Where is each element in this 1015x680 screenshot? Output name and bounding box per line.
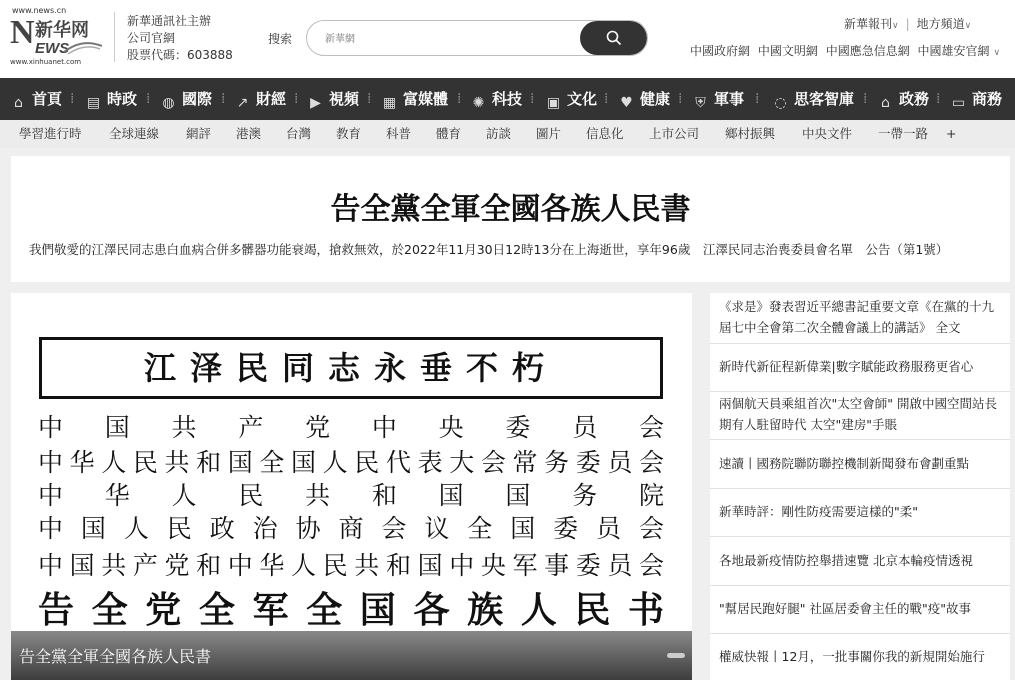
shield-icon: ⛨ <box>695 95 706 111</box>
list-item[interactable] <box>710 343 1010 392</box>
link-gov[interactable]: 中國政府網 <box>690 44 751 58</box>
carousel-indicator[interactable] <box>667 653 685 658</box>
logo-chinese-name: 新华网 <box>35 20 89 41</box>
header-divider <box>114 12 115 62</box>
logo-url-top: www.news.cn <box>12 6 67 15</box>
org-stock-code: 股票代碼：603888 <box>127 48 233 62</box>
image-org-line: 中华人民共和国全国人民代表大会常务委员会 <box>38 448 664 477</box>
nav-divider: ⁞ <box>936 91 941 107</box>
search-box <box>306 20 648 56</box>
image-caption-bar <box>11 631 692 680</box>
logo-letters-ews: EWS <box>35 40 70 57</box>
nav-label: 政務 <box>899 90 930 108</box>
featured-image[interactable] <box>11 293 692 680</box>
nav-divider: ⁞ <box>294 91 299 107</box>
list-item[interactable] <box>710 585 1010 634</box>
subnav-item[interactable]: 鄉村振興 <box>725 126 776 141</box>
nav-item-business[interactable] <box>950 78 1002 120</box>
globe-icon: ◍ <box>162 95 175 111</box>
nav-divider: ⁞ <box>678 91 683 107</box>
list-item-text: 權威快報丨12月，一批事關你我的新規開始施行 <box>719 649 985 664</box>
search-label: 搜索 <box>268 32 293 46</box>
subnav-item[interactable]: 體育 <box>436 126 462 141</box>
nav-item-government[interactable] <box>877 78 929 120</box>
building-icon: ⌂ <box>881 95 890 111</box>
link-xiongan[interactable] <box>918 44 1005 58</box>
newspaper-icon: ▤ <box>86 95 101 111</box>
nav-divider: ⁞ <box>221 91 226 107</box>
nav-label: 富媒體 <box>403 90 449 108</box>
search-icon <box>606 30 622 46</box>
nav-label: 視頻 <box>329 90 360 108</box>
nav-item-think-tank[interactable] <box>772 78 854 120</box>
nav-item-video[interactable] <box>307 78 359 120</box>
logo-url-bottom: www.xinhuanet.com <box>10 58 82 66</box>
chart-icon: ↗ <box>236 95 249 111</box>
nav-divider: ⁞ <box>367 91 372 107</box>
headline-panel <box>11 156 1010 282</box>
subnav-item[interactable]: 圖片 <box>536 126 562 141</box>
news-list <box>710 293 1010 680</box>
nav-item-international[interactable] <box>160 78 212 120</box>
link-xiongan-label: 中國雄安官網 <box>917 44 990 58</box>
gov-links <box>690 42 1004 59</box>
nav-item-rich-media[interactable] <box>381 78 448 120</box>
subnav-item[interactable]: 訪談 <box>486 126 512 141</box>
list-item[interactable] <box>710 633 1010 680</box>
nav-item-culture[interactable] <box>545 78 597 120</box>
nav-label: 軍事 <box>714 90 745 108</box>
list-item-text: 兩個航天員乘組首次"太空會師" 開啟中國空間站長期有人駐留時代 太空"建房"手賬 <box>719 396 997 432</box>
logo-swoosh-icon <box>64 40 102 54</box>
list-item[interactable] <box>710 391 1010 440</box>
nav-label: 首頁 <box>32 90 63 108</box>
nav-divider: ⁞ <box>457 91 462 107</box>
heartbeat-icon: ♥ <box>620 95 633 111</box>
list-item-text: 新華時評：剛性防疫需要這樣的"柔" <box>719 504 918 519</box>
subnav-item[interactable]: 中央文件 <box>802 126 853 141</box>
main-nav <box>0 78 1015 120</box>
nav-label: 文化 <box>567 90 598 108</box>
link-emergency[interactable]: 中國應急信息網 <box>825 44 910 58</box>
nav-divider: ⁞ <box>604 91 609 107</box>
site-header <box>0 0 1015 78</box>
nav-label: 財經 <box>256 90 287 108</box>
subnav-item[interactable]: 全球連線 <box>109 126 160 141</box>
link-xinhua-press[interactable] <box>844 17 899 31</box>
list-item[interactable] <box>710 439 1010 489</box>
book-icon: ▣ <box>546 95 561 111</box>
org-info <box>127 13 233 64</box>
search-button[interactable] <box>580 21 647 55</box>
nav-label: 商務 <box>972 90 1003 108</box>
list-item-text: 各地最新疫情防控舉措速覽 北京本輪疫情透視 <box>719 553 973 568</box>
nav-label: 國際 <box>182 90 213 108</box>
nav-divider: ⁞ <box>530 91 535 107</box>
headline-summary[interactable]: 我們敬愛的江澤民同志患白血病合併多髒器功能衰竭，搶救無效，於2022年11月30日12時13分在上海逝世，享年96歲 江澤民同志治喪委員會名單 公告（第1號） <box>29 242 949 257</box>
nav-label: 思客智庫 <box>794 90 855 108</box>
subnav-item[interactable]: 科普 <box>386 126 412 141</box>
nav-item-politics[interactable] <box>85 78 137 120</box>
link-local-channels[interactable] <box>917 17 972 31</box>
nav-divider: ⁞ <box>146 91 151 107</box>
memorial-frame-text: 江泽民同志永垂不朽 <box>143 349 558 387</box>
subnav-item[interactable]: 港澳 <box>236 126 262 141</box>
subnav-item[interactable]: 一帶一路 <box>878 126 929 141</box>
home-icon: ⌂ <box>14 95 23 111</box>
link-xinhua-press-label: 新華報刊 <box>844 17 893 31</box>
nav-item-military[interactable] <box>692 78 744 120</box>
nav-divider: ⁞ <box>863 91 868 107</box>
nav-item-tech[interactable] <box>470 78 522 120</box>
logo-letter-n: N <box>10 14 35 51</box>
play-icon: ▶ <box>310 95 321 111</box>
chevron-down-icon: ∨ <box>964 21 972 31</box>
nav-divider: ⁞ <box>755 91 760 107</box>
memorial-frame <box>39 337 663 399</box>
subnav-item[interactable]: 教育 <box>336 126 362 141</box>
image-org-line: 中华人民共和国国务院 <box>38 481 664 510</box>
xinhua-logo[interactable] <box>8 6 108 70</box>
list-item-text: 速讀丨國務院聯防聯控機制新聞發布會劃重點 <box>719 456 970 471</box>
briefcase-icon: ▭ <box>951 95 966 111</box>
nav-label: 健康 <box>640 90 671 108</box>
nav-item-home[interactable] <box>10 78 62 120</box>
top-links <box>844 15 971 32</box>
subnav-item[interactable]: 信息化 <box>586 126 624 141</box>
list-item-text: 新時代新征程新偉業|數字賦能政務服務更省心 <box>719 359 974 374</box>
nav-divider: ⁞ <box>70 91 75 107</box>
list-item-text: "幫居民跑好腿" 社區居委會主任的戰"疫"故事 <box>719 601 971 616</box>
image-org-line: 中国共产党和中华人民共和国中央军事委员会 <box>38 551 664 580</box>
divider: | <box>905 17 910 31</box>
list-item[interactable] <box>710 488 1010 537</box>
image-big-text: 告全党全军全国各族人民书 <box>38 590 664 631</box>
chevron-down-icon: ∨ <box>892 21 899 31</box>
atom-icon: ✺ <box>472 95 485 111</box>
subnav-more-button[interactable]: + <box>946 126 957 141</box>
link-local-channels-label: 地方頻道 <box>916 17 965 31</box>
link-civilization[interactable]: 中國文明網 <box>757 44 818 58</box>
grid-icon: ▦ <box>382 95 397 111</box>
org-official-site: 公司官網 <box>127 31 176 45</box>
list-item[interactable] <box>710 293 1010 344</box>
nav-label: 科技 <box>492 90 523 108</box>
subnav-item[interactable]: 上市公司 <box>649 126 700 141</box>
subnav-item[interactable]: 網評 <box>186 126 212 141</box>
sub-nav <box>0 120 1015 148</box>
chat-icon: ◌ <box>774 95 787 111</box>
image-org-line: 中国共产党中央委员会 <box>38 413 664 442</box>
nav-label: 時政 <box>107 90 138 108</box>
chevron-down-icon: ∨ <box>993 48 1001 58</box>
org-sponsor: 新華通訊社主辦 <box>127 14 212 28</box>
search-input[interactable] <box>323 29 567 49</box>
nav-item-health[interactable] <box>618 78 670 120</box>
list-item[interactable] <box>710 536 1010 586</box>
nav-item-finance[interactable] <box>234 78 286 120</box>
subnav-item[interactable]: 學習進行時 <box>19 126 82 141</box>
subnav-item[interactable]: 台灣 <box>286 126 312 141</box>
list-item-text: 《求是》發表習近平總書記重要文章《在黨的十九屆七中全會第二次全體會議上的講話》 全文 <box>719 299 995 335</box>
headline-title[interactable]: 告全黨全軍全國各族人民書 <box>330 192 691 227</box>
image-caption[interactable]: 告全黨全軍全國各族人民書 <box>19 647 212 666</box>
image-org-line: 中国人民政治协商会议全国委员会 <box>38 514 664 543</box>
